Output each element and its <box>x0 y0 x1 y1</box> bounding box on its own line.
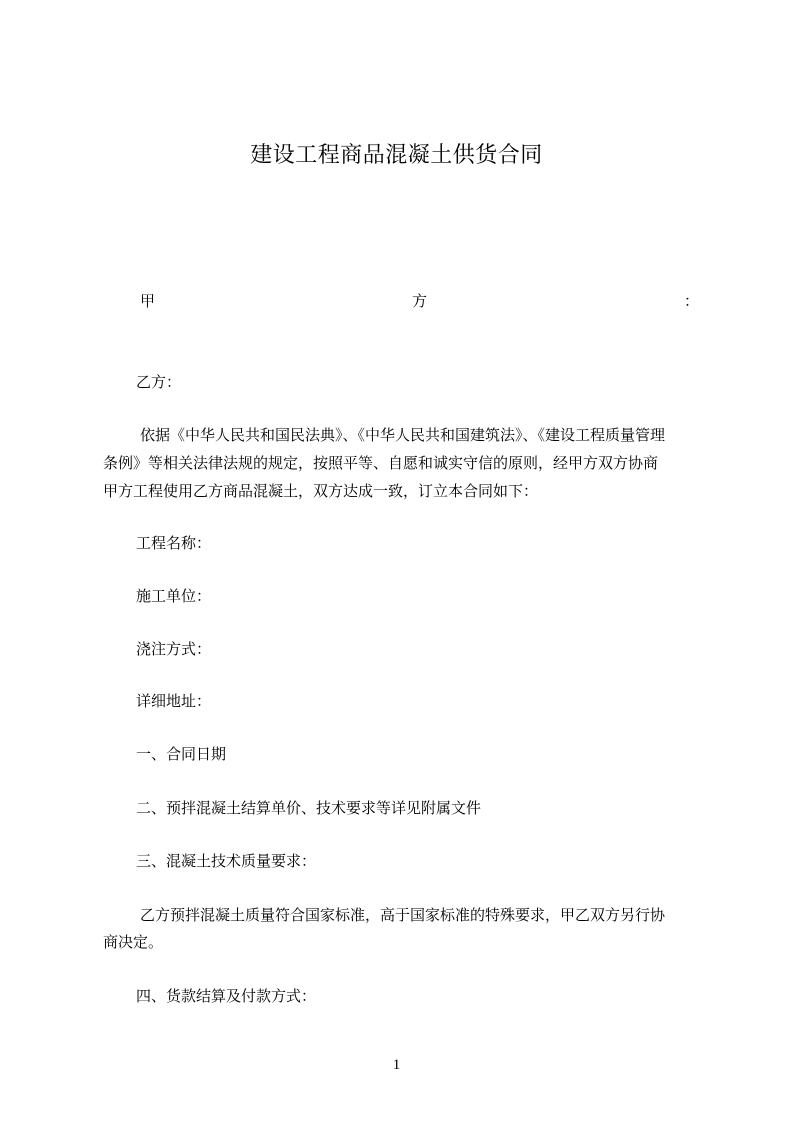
preamble-line-1: 依据《中华人民共和国民法典》、《中华人民共和国建筑法》、《建设工程质量管理 <box>140 426 666 444</box>
party-a-colon: ： <box>684 292 700 310</box>
section-3-heading: 三、混凝土技术质量要求： <box>136 852 317 870</box>
preamble-line-3: 甲方工程使用乙方商品混凝土，双方达成一致，订立本合同如下： <box>103 482 539 500</box>
document-title: 建设工程商品混凝土供货合同 <box>250 143 543 168</box>
section-3-body-line-1: 乙方预拌混凝土质量符合国家标准，高于国家标准的特殊要求，甲乙双方另行协 <box>140 906 666 924</box>
section-3-body-line-2: 商决定。 <box>103 933 164 951</box>
field-pouring-method: 浇注方式： <box>136 640 212 658</box>
party-a-char-1: 甲 <box>140 292 156 310</box>
page-number: 1 <box>392 1057 401 1073</box>
party-a-char-2: 方 <box>412 292 428 310</box>
section-2-heading: 二、预拌混凝土结算单价、技术要求等详见附属文件 <box>136 799 482 817</box>
field-project-name: 工程名称： <box>136 534 212 552</box>
field-construction-unit: 施工单位： <box>136 587 212 605</box>
section-4-heading: 四、货款结算及付款方式： <box>136 987 317 1005</box>
party-b-label: 乙方： <box>136 373 182 391</box>
field-address: 详细地址： <box>136 692 212 710</box>
section-1-heading: 一、合同日期 <box>136 745 227 763</box>
preamble-line-2: 条例》等相关法律法规的规定，按照平等、自愿和诚实守信的原则，经甲方双方协商 <box>103 454 659 472</box>
